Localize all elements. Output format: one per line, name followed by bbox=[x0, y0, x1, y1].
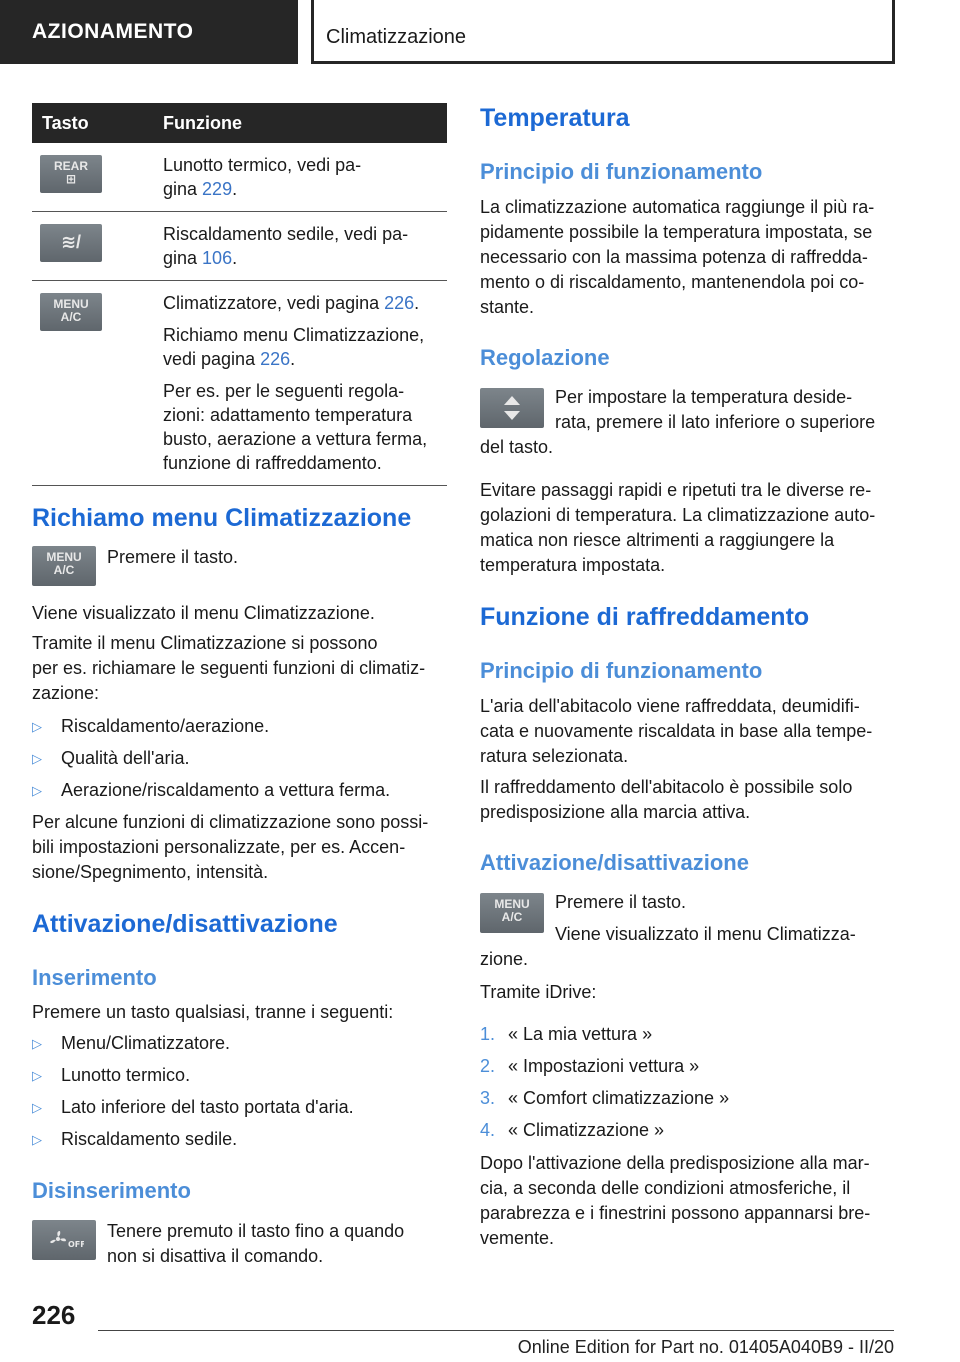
key-label: MENU bbox=[494, 897, 530, 911]
chapter-title: Climatizzazione bbox=[326, 26, 467, 48]
list-item-text: Riscaldamento/aerazione. bbox=[61, 716, 270, 736]
fan-off-icon bbox=[44, 1228, 84, 1250]
description-punctuation: . bbox=[414, 293, 420, 313]
off-label: OFF bbox=[68, 1240, 84, 1249]
function-description bbox=[163, 323, 447, 371]
menu-ac-key-icon-2 bbox=[480, 893, 544, 933]
triangle-bullet-icon: ▷ bbox=[32, 719, 42, 734]
list-item-text: Riscaldamento sedile. bbox=[61, 1129, 238, 1149]
raffr-condizione-text: Il raffreddamento dell'abitacolo è possibile solo predisposizione alla marcia attiva. bbox=[480, 777, 853, 822]
key-label: A/C bbox=[60, 310, 82, 324]
inserimento-text: Premere un tasto qualsiasi, tranne i seguenti: bbox=[32, 1002, 394, 1022]
regolazione-text3: Evitare passaggi rapidi e ripetuti tra le diverse re- golazioni di temperatura. La climatizzazione auto- matica non riesce altrimenti a raggiungere la temperatura impostata. bbox=[480, 480, 876, 575]
function-description bbox=[163, 379, 447, 475]
raffreddamento-heading: Funzione di raffreddamento bbox=[480, 603, 810, 631]
principio-text: La climatizzazione automatica raggiunge il più ra- pidamente possibile la temperatura impostata, se necessario con la massima potenza di raffredda- mento o di riscaldamento, mantenendola poi co- stante. bbox=[480, 197, 875, 317]
step-text: « La mia vettura » bbox=[508, 1024, 653, 1044]
key-label: MENU bbox=[53, 297, 89, 311]
seat-heating-key-icon bbox=[40, 224, 102, 262]
table-header bbox=[32, 103, 447, 143]
footer-divider bbox=[98, 1330, 894, 1331]
description-text: Climatizzatore, vedi pagina bbox=[163, 293, 385, 313]
description-text: Lunotto termico, vedi pa- gina bbox=[163, 155, 362, 199]
chapter-tab bbox=[311, 0, 895, 64]
step-text: « Climatizzazione » bbox=[508, 1120, 665, 1140]
richiamo-key-text: Premere il tasto. bbox=[107, 547, 239, 567]
raffr-principio-text: L'aria dell'abitacolo viene raffreddata, deumidifi- cata e nuovamente riscaldata in base alla tempe- ratura selezionata. bbox=[480, 696, 873, 766]
col-key-header: Tasto bbox=[42, 113, 89, 133]
list-item-text: Qualità dell'aria. bbox=[61, 748, 190, 768]
rear-defrost-key-icon bbox=[40, 155, 102, 193]
richiamo-heading: Richiamo menu Climatizzazione bbox=[32, 504, 412, 532]
description-text: Richiamo menu Climatizzazione, vedi pagina bbox=[163, 325, 425, 369]
key-label: ≋/ bbox=[60, 232, 82, 252]
table-row bbox=[32, 143, 447, 212]
page-reference-link[interactable]: 226 bbox=[384, 293, 415, 313]
attiv-key-text3: zione. bbox=[480, 949, 529, 969]
temperatura-heading: Temperatura bbox=[480, 104, 630, 132]
list-item-text: Aerazione/riscaldamento a vettura ferma. bbox=[61, 780, 391, 800]
attiv-key-text1: Premere il tasto. bbox=[555, 892, 687, 912]
list-item-text: Lunotto termico. bbox=[61, 1065, 191, 1085]
page-reference-link[interactable]: 229 bbox=[202, 179, 233, 199]
disinserimento-text: Tenere premuto il tasto fino a quando non si disattiva il comando. bbox=[107, 1221, 405, 1266]
menu-ac-key-icon bbox=[32, 546, 96, 586]
page-number: 226 bbox=[32, 1300, 76, 1330]
step-number: 1. bbox=[480, 1024, 496, 1044]
key-label: A/C bbox=[53, 563, 75, 577]
key-label: A/C bbox=[501, 910, 523, 924]
principio-heading: Principio di funzionamento bbox=[480, 159, 763, 184]
up-down-arrow-icon bbox=[500, 394, 524, 422]
key-label: ⊞ bbox=[65, 172, 77, 186]
richiamo-p2: Tramite il menu Climatizzazione si possono per es. richiamare le seguenti funzioni di climatiz- zazione: bbox=[32, 633, 426, 703]
final-text: Dopo l'attivazione della predisposizione alla mar- cia, a seconda delle condizioni atmosferiche, il parabrezza e i finestrini possono appannarsi bre- vemente. bbox=[480, 1153, 871, 1248]
step-text: « Comfort climatizzazione » bbox=[508, 1088, 730, 1108]
description-punctuation: . bbox=[232, 248, 238, 268]
list-item-text: Menu/Climatizzatore. bbox=[61, 1033, 231, 1053]
regolazione-heading: Regolazione bbox=[480, 345, 610, 370]
regolazione-text2: del tasto. bbox=[480, 437, 554, 457]
step-number: 2. bbox=[480, 1056, 496, 1076]
triangle-bullet-icon: ▷ bbox=[32, 1036, 42, 1051]
key-function-table bbox=[32, 103, 447, 486]
table-row bbox=[32, 212, 447, 281]
description-punctuation: . bbox=[232, 179, 238, 199]
idrive-text: Tramite iDrive: bbox=[480, 982, 597, 1002]
table-row bbox=[32, 281, 447, 486]
step-number: 3. bbox=[480, 1088, 496, 1108]
attivazione-heading: Attivazione/disattivazione bbox=[32, 910, 338, 938]
triangle-bullet-icon: ▷ bbox=[32, 751, 42, 766]
function-description bbox=[163, 153, 447, 201]
fan-off-key-icon bbox=[32, 1220, 96, 1260]
regolazione-text1: Per impostare la temperatura deside- rata, premere il lato inferiore o superiore bbox=[555, 387, 876, 432]
page-reference-link[interactable]: 226 bbox=[260, 349, 291, 369]
description-text: Riscaldamento sedile, vedi pa- gina bbox=[163, 224, 409, 268]
section-tab bbox=[0, 0, 298, 64]
inserimento-heading: Inserimento bbox=[32, 965, 157, 990]
richiamo-p1: Viene visualizzato il menu Climatizzazione. bbox=[32, 603, 375, 623]
function-description bbox=[163, 222, 447, 270]
raffr-attivazione-heading: Attivazione/disattivazione bbox=[480, 850, 749, 875]
key-label: MENU bbox=[46, 550, 82, 564]
page-reference-link[interactable]: 106 bbox=[202, 248, 233, 268]
menu-ac-key-icon bbox=[40, 293, 102, 331]
triangle-bullet-icon: ▷ bbox=[32, 1068, 42, 1083]
temperature-rocker-key-icon bbox=[480, 388, 544, 428]
step-text: « Impostazioni vettura » bbox=[508, 1056, 700, 1076]
richiamo-p3: Per alcune funzioni di climatizzazione sono possi- bili impostazioni personalizzate, per es. Accen- sione/Spegnimento, intensità. bbox=[32, 812, 429, 882]
raffr-principio-heading: Principio di funzionamento bbox=[480, 658, 763, 683]
description-punctuation: . bbox=[290, 349, 296, 369]
disinserimento-heading: Disinserimento bbox=[32, 1178, 191, 1203]
col-function-header: Funzione bbox=[163, 113, 242, 133]
triangle-bullet-icon: ▷ bbox=[32, 783, 42, 798]
section-title: AZIONAMENTO bbox=[32, 20, 194, 43]
attiv-key-text2: Viene visualizzato il menu Climatizza- bbox=[555, 924, 856, 944]
edition-text: Online Edition for Part no. 01405A040B9 - II/20 bbox=[517, 1337, 894, 1357]
function-description bbox=[163, 291, 447, 315]
description-text: Per es. per le seguenti regola- zioni: adattamento temperatura busto, aerazione a vettura ferma, funzione di raffreddamento. bbox=[163, 381, 428, 473]
list-item-text: Lato inferiore del tasto portata d'aria. bbox=[61, 1097, 354, 1117]
key-label: REAR bbox=[53, 159, 88, 173]
step-number: 4. bbox=[480, 1120, 496, 1140]
triangle-bullet-icon: ▷ bbox=[32, 1132, 42, 1147]
triangle-bullet-icon: ▷ bbox=[32, 1100, 42, 1115]
